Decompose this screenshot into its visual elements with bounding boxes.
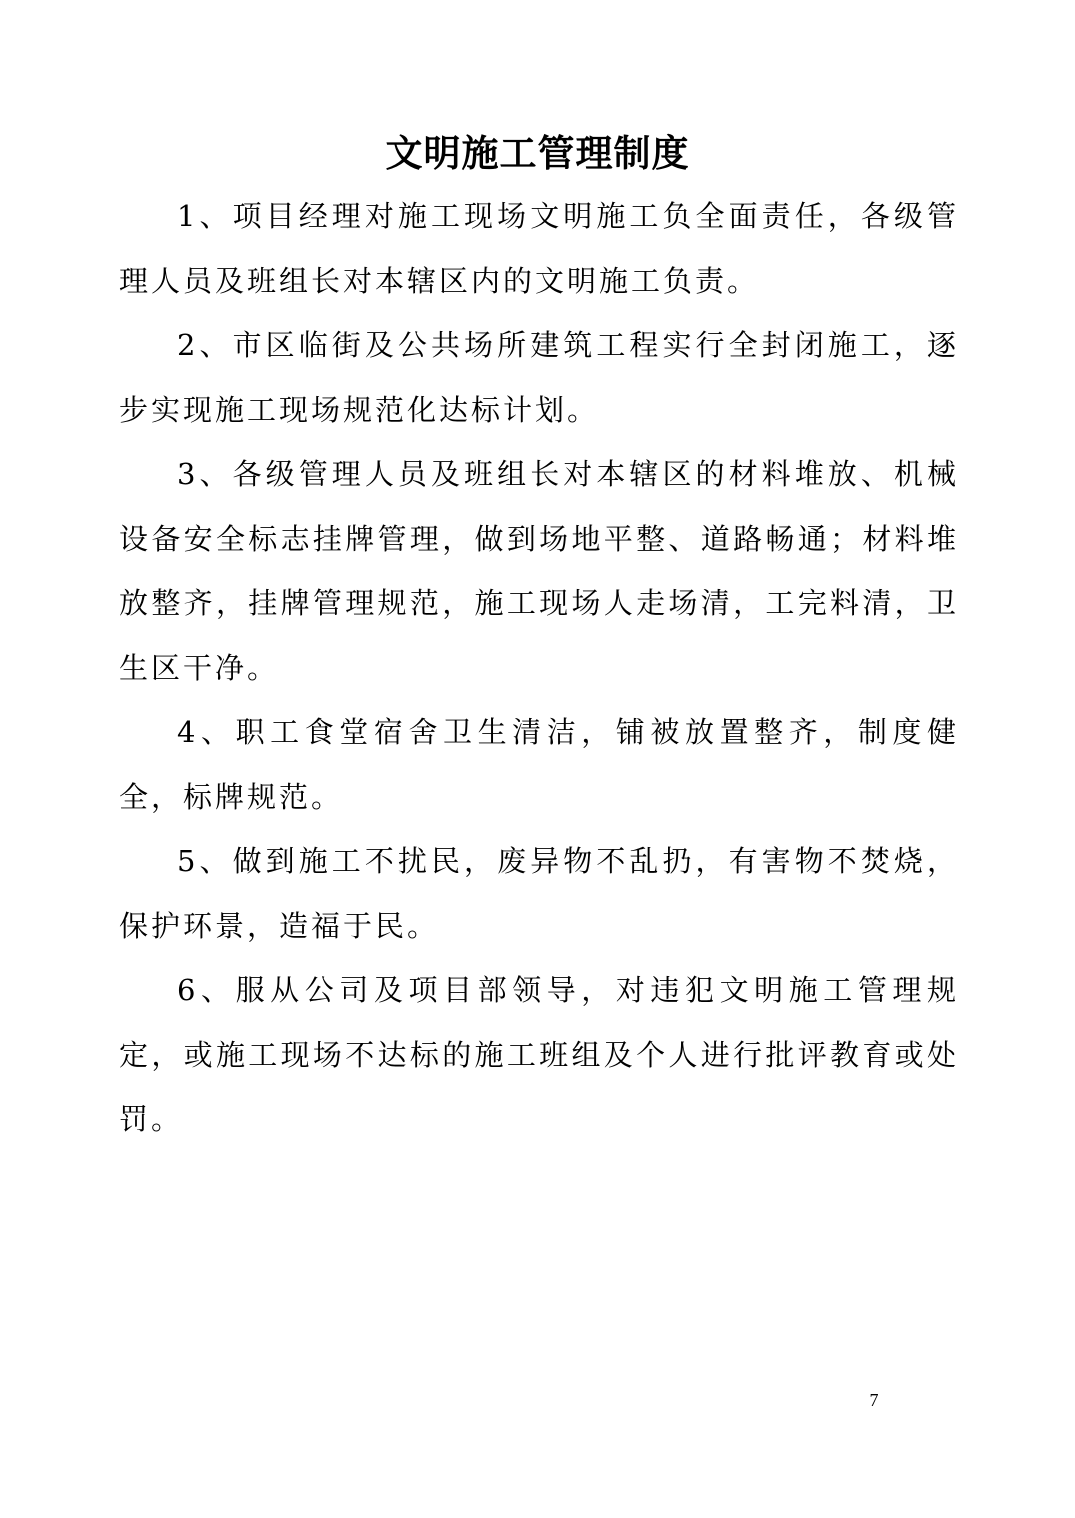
paragraph-5: 5、做到施工不扰民，废异物不乱扔，有害物不焚烧，保护环景，造福于民。 bbox=[119, 844, 959, 943]
paragraph-4: 4、职工食堂宿舍卫生清洁，铺被放置整齐，制度健全，标牌规范。 bbox=[119, 715, 959, 814]
paragraph-1: 1、项目经理对施工现场文明施工负全面责任，各级管理人员及班组长对本辖区内的文明施工负责。 bbox=[119, 199, 959, 298]
document-title: 文明施工管理制度 bbox=[385, 132, 690, 175]
paragraph-3: 3、各级管理人员及班组长对本辖区的材料堆放、机械设备安全标志挂牌管理，做到场地平整、道路畅通；材料堆放整齐，挂牌管理规范，施工现场人走场清，工完料清，卫生区干净。 bbox=[119, 457, 959, 685]
page-number: 7 bbox=[869, 1390, 879, 1410]
document-body bbox=[119, 184, 959, 1152]
paragraph-2: 2、市区临街及公共场所建筑工程实行全封闭施工，逐步实现施工现场规范化达标计划。 bbox=[119, 328, 959, 427]
paragraph-6: 6、服从公司及项目部领导，对违犯文明施工管理规定，或施工现场不达标的施工班组及个人进行批评教育或处罚。 bbox=[119, 973, 959, 1136]
